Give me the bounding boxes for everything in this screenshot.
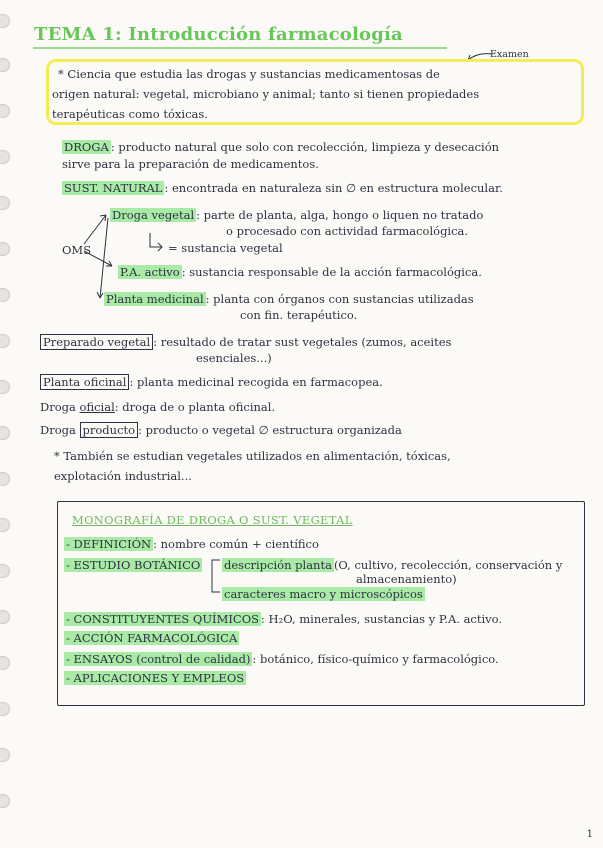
droga-text: : producto natural que solo con recolección, limpieza y desecación <box>110 140 500 154</box>
estudio-botanico-term: - ESTUDIO BOTÁNICO <box>66 558 201 572</box>
intro-line: terapéuticas como tóxicas. <box>52 107 208 121</box>
caracteres-item <box>222 587 425 601</box>
definicion-text: : nombre común + científico <box>153 537 319 551</box>
droga-producto-term: producto <box>80 422 139 438</box>
constituyentes-text: : H₂O, minerales, sustancias y P.A. activo. <box>261 612 503 626</box>
accion-item <box>64 631 239 645</box>
ensayos-item <box>64 652 499 666</box>
descripcion-term: descripción planta <box>224 558 332 572</box>
droga-producto-text: : producto o vegetal ∅ estructura organizada <box>138 423 402 437</box>
page-title: TEMA 1: Introducción farmacología <box>34 24 403 45</box>
droga-producto-prefix: Droga <box>40 423 76 437</box>
ensayos-text: : botánico, físico-químico y farmacológico. <box>252 652 499 666</box>
aplicaciones-term: - APLICACIONES Y EMPLEOS <box>66 671 245 685</box>
page-number: 1 <box>586 829 593 840</box>
planta-medicinal-text: : planta con órganos con sustancias utilizadas <box>205 292 474 306</box>
sust-natural-term: SUST. NATURAL <box>64 181 163 195</box>
constituyentes-term: - CONSTITUYENTES QUÍMICOS <box>66 612 260 626</box>
monografia-title: MONOGRAFÍA DE DROGA O SUST. VEGETAL <box>72 513 353 527</box>
droga-vegetal-term: Droga vegetal <box>112 208 195 222</box>
planta-oficinal-term: Planta oficinal <box>40 374 129 390</box>
exam-note: Examen <box>490 49 529 60</box>
descripcion-text-line2: almacenamiento) <box>356 572 457 586</box>
droga-oficial-text: : droga de o planta oficinal. <box>114 400 276 414</box>
droga-text-line2: sirve para la preparación de medicamentos. <box>62 157 319 171</box>
ensayos-term: - ENSAYOS (control de calidad) <box>66 652 251 666</box>
droga-term: DROGA <box>64 140 109 154</box>
droga-oficial-term: oficial <box>79 400 115 414</box>
preparado-vegetal-text: : resultado de tratar sust vegetales (zumos, aceites <box>153 335 452 349</box>
intro-line: origen natural: vegetal, microbiano y animal; tanto si tienen propiedades <box>52 87 480 101</box>
descripcion-text: (O, cultivo, recolección, conservación y <box>333 558 563 572</box>
planta-medicinal-term: Planta medicinal <box>106 292 204 306</box>
accion-term: - ACCIÓN FARMACOLÓGICA <box>66 631 238 645</box>
aplicaciones-item <box>64 671 246 685</box>
droga-oficial-prefix: Droga <box>40 400 76 414</box>
droga-vegetal-text-line2: o procesado con actividad farmacológica. <box>226 224 469 238</box>
sust-natural-text: : encontrada en naturaleza sin ∅ en estructura molecular. <box>164 181 503 195</box>
preparado-vegetal-text-line2: esenciales...) <box>196 351 272 365</box>
definicion-term: - DEFINICIÓN <box>66 537 152 551</box>
pa-activo-text: : sustancia responsable de la acción farmacológica. <box>181 265 482 279</box>
tambien-line: * También se estudian vegetales utilizados en alimentación, tóxicas, <box>54 449 451 463</box>
tambien-line: explotación industrial... <box>54 469 192 483</box>
sustancia-vegetal-note: = sustancia vegetal <box>168 241 283 255</box>
caracteres-term: caracteres macro y microscópicos <box>224 587 423 601</box>
constituyentes-item <box>64 612 502 626</box>
preparado-vegetal-term: Preparado vegetal <box>40 334 153 350</box>
descripcion-item <box>222 558 562 572</box>
planta-oficinal-text: : planta medicinal recogida en farmacopea. <box>129 375 383 389</box>
oms-label: OMS <box>62 243 92 257</box>
droga-vegetal-text: : parte de planta, alga, hongo o liquen no tratado <box>196 208 484 222</box>
pa-activo-term: P.A. activo <box>120 265 180 279</box>
intro-line: * Ciencia que estudia las drogas y sustancias medicamentosas de <box>58 67 440 81</box>
planta-medicinal-text-line2: con fin. terapéutico. <box>240 308 358 322</box>
